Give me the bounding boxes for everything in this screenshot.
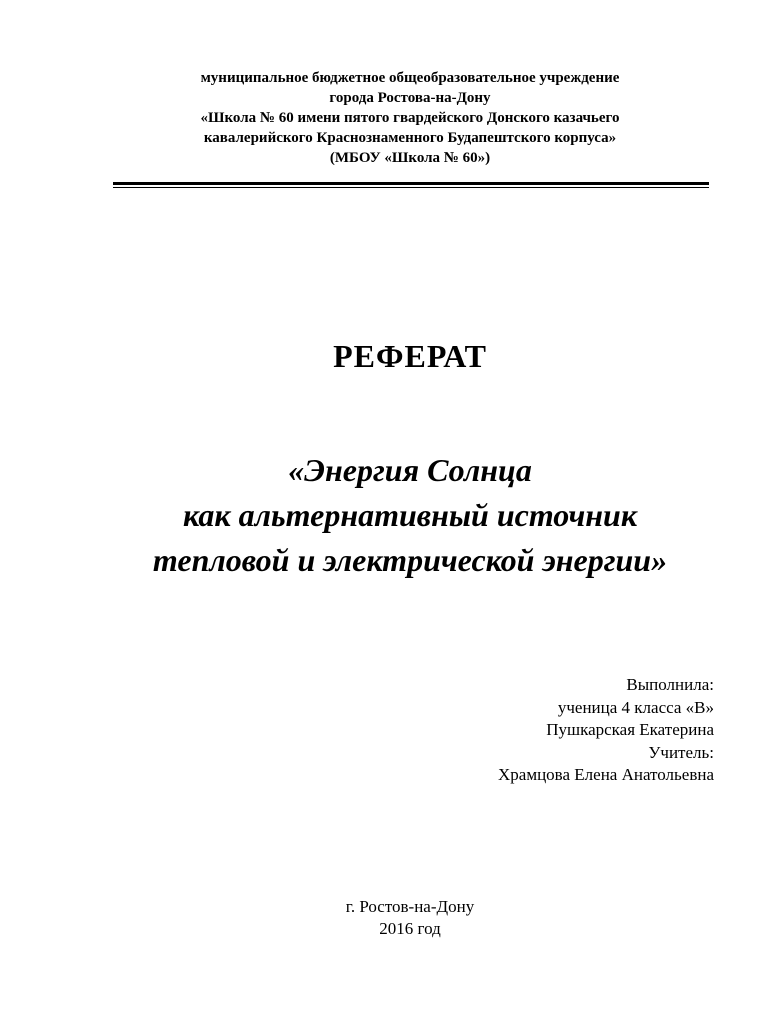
performed-by-label: Выполнила: xyxy=(626,675,714,694)
header-line: муниципальное бюджетное общеобразовательное учреждение xyxy=(200,70,620,86)
divider-thick-line xyxy=(113,182,709,185)
student-class: ученица 4 класса «В» xyxy=(557,697,714,717)
topic-line: «Энергия Солнца xyxy=(288,452,532,488)
header-line: (МБОУ «Школа № 60») xyxy=(329,150,491,166)
divider-thin-line xyxy=(113,187,709,188)
topic-line: тепловой и электрической энергии» xyxy=(152,542,668,578)
teacher-name: Храмцова Елена Анатольевна xyxy=(498,765,714,784)
city: г. Ростов-на-Дону xyxy=(345,897,475,916)
header-line: «Школа № 60 имени пятого гвардейского Донского казачьего xyxy=(200,110,620,126)
year: 2016 год xyxy=(379,919,441,938)
essay-topic xyxy=(60,448,760,583)
place-and-year xyxy=(210,896,610,940)
institution-header xyxy=(100,68,720,168)
topic-line: как альтернативный источник xyxy=(182,497,638,533)
document-type-title: РЕФЕРАТ xyxy=(333,338,487,374)
student-name: Пушкарская Екатерина xyxy=(546,720,714,739)
header-divider xyxy=(113,182,709,188)
teacher-label: Учитель: xyxy=(648,742,714,762)
header-line: города Ростова-на-Дону xyxy=(329,90,491,106)
header-line: кавалерийского Краснознаменного Будапештского корпуса» xyxy=(203,130,617,146)
credits-block xyxy=(498,674,714,787)
